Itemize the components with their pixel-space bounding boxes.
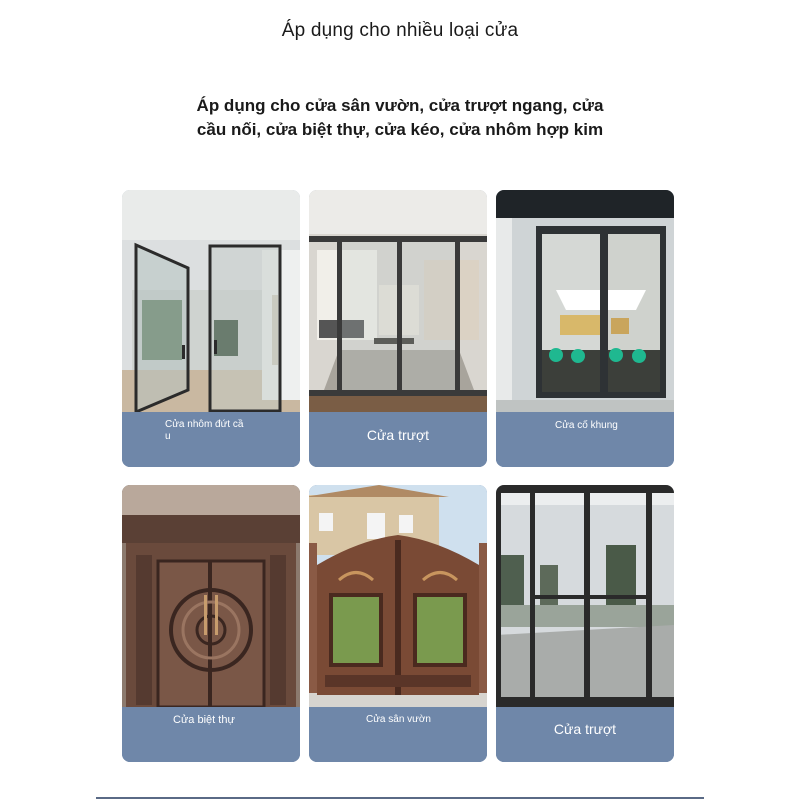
subtitle-line-1: Áp dụng cho cửa sân vườn, cửa trượt ngang, cửa xyxy=(196,96,604,115)
door-card-fixed-frame[interactable] xyxy=(496,190,674,467)
card-label: Cửa cố khung xyxy=(555,420,618,431)
ornate-villa-door-image xyxy=(122,485,300,707)
card-label-bar xyxy=(309,707,487,762)
card-label-bar xyxy=(122,707,300,762)
fixed-frame-window-image xyxy=(496,190,674,412)
card-label: Cửa trượt xyxy=(553,721,617,737)
bottom-divider xyxy=(96,797,704,799)
card-label: Cửa sân vườn xyxy=(366,714,431,725)
card-label: Cửa biệt thự xyxy=(173,714,235,726)
card-label-bar xyxy=(122,412,300,467)
glass-folding-doors-image xyxy=(496,485,674,707)
subtitle-line-2: cầu nối, cửa biệt thự, cửa kéo, cửa nhôm hợp kim xyxy=(196,120,604,139)
pivot-glass-doors-image xyxy=(122,190,300,412)
page-title: Áp dụng cho nhiều loại cửa xyxy=(281,20,519,41)
card-label-bar xyxy=(496,707,674,762)
door-card-garden[interactable] xyxy=(309,485,487,762)
door-card-villa[interactable] xyxy=(122,485,300,762)
card-label: Cửa nhôm đứt cầu xyxy=(165,419,244,442)
door-card-sliding-2[interactable] xyxy=(496,485,674,762)
door-card-sliding[interactable] xyxy=(309,190,487,467)
sliding-glass-doors-image xyxy=(309,190,487,412)
card-label: Cửa trượt xyxy=(366,427,430,443)
door-card-aluminum[interactable] xyxy=(122,190,300,467)
card-label-bar xyxy=(309,412,487,467)
card-label-bar xyxy=(496,412,674,467)
garden-gate-image xyxy=(309,485,487,707)
page-subtitle xyxy=(0,94,800,142)
